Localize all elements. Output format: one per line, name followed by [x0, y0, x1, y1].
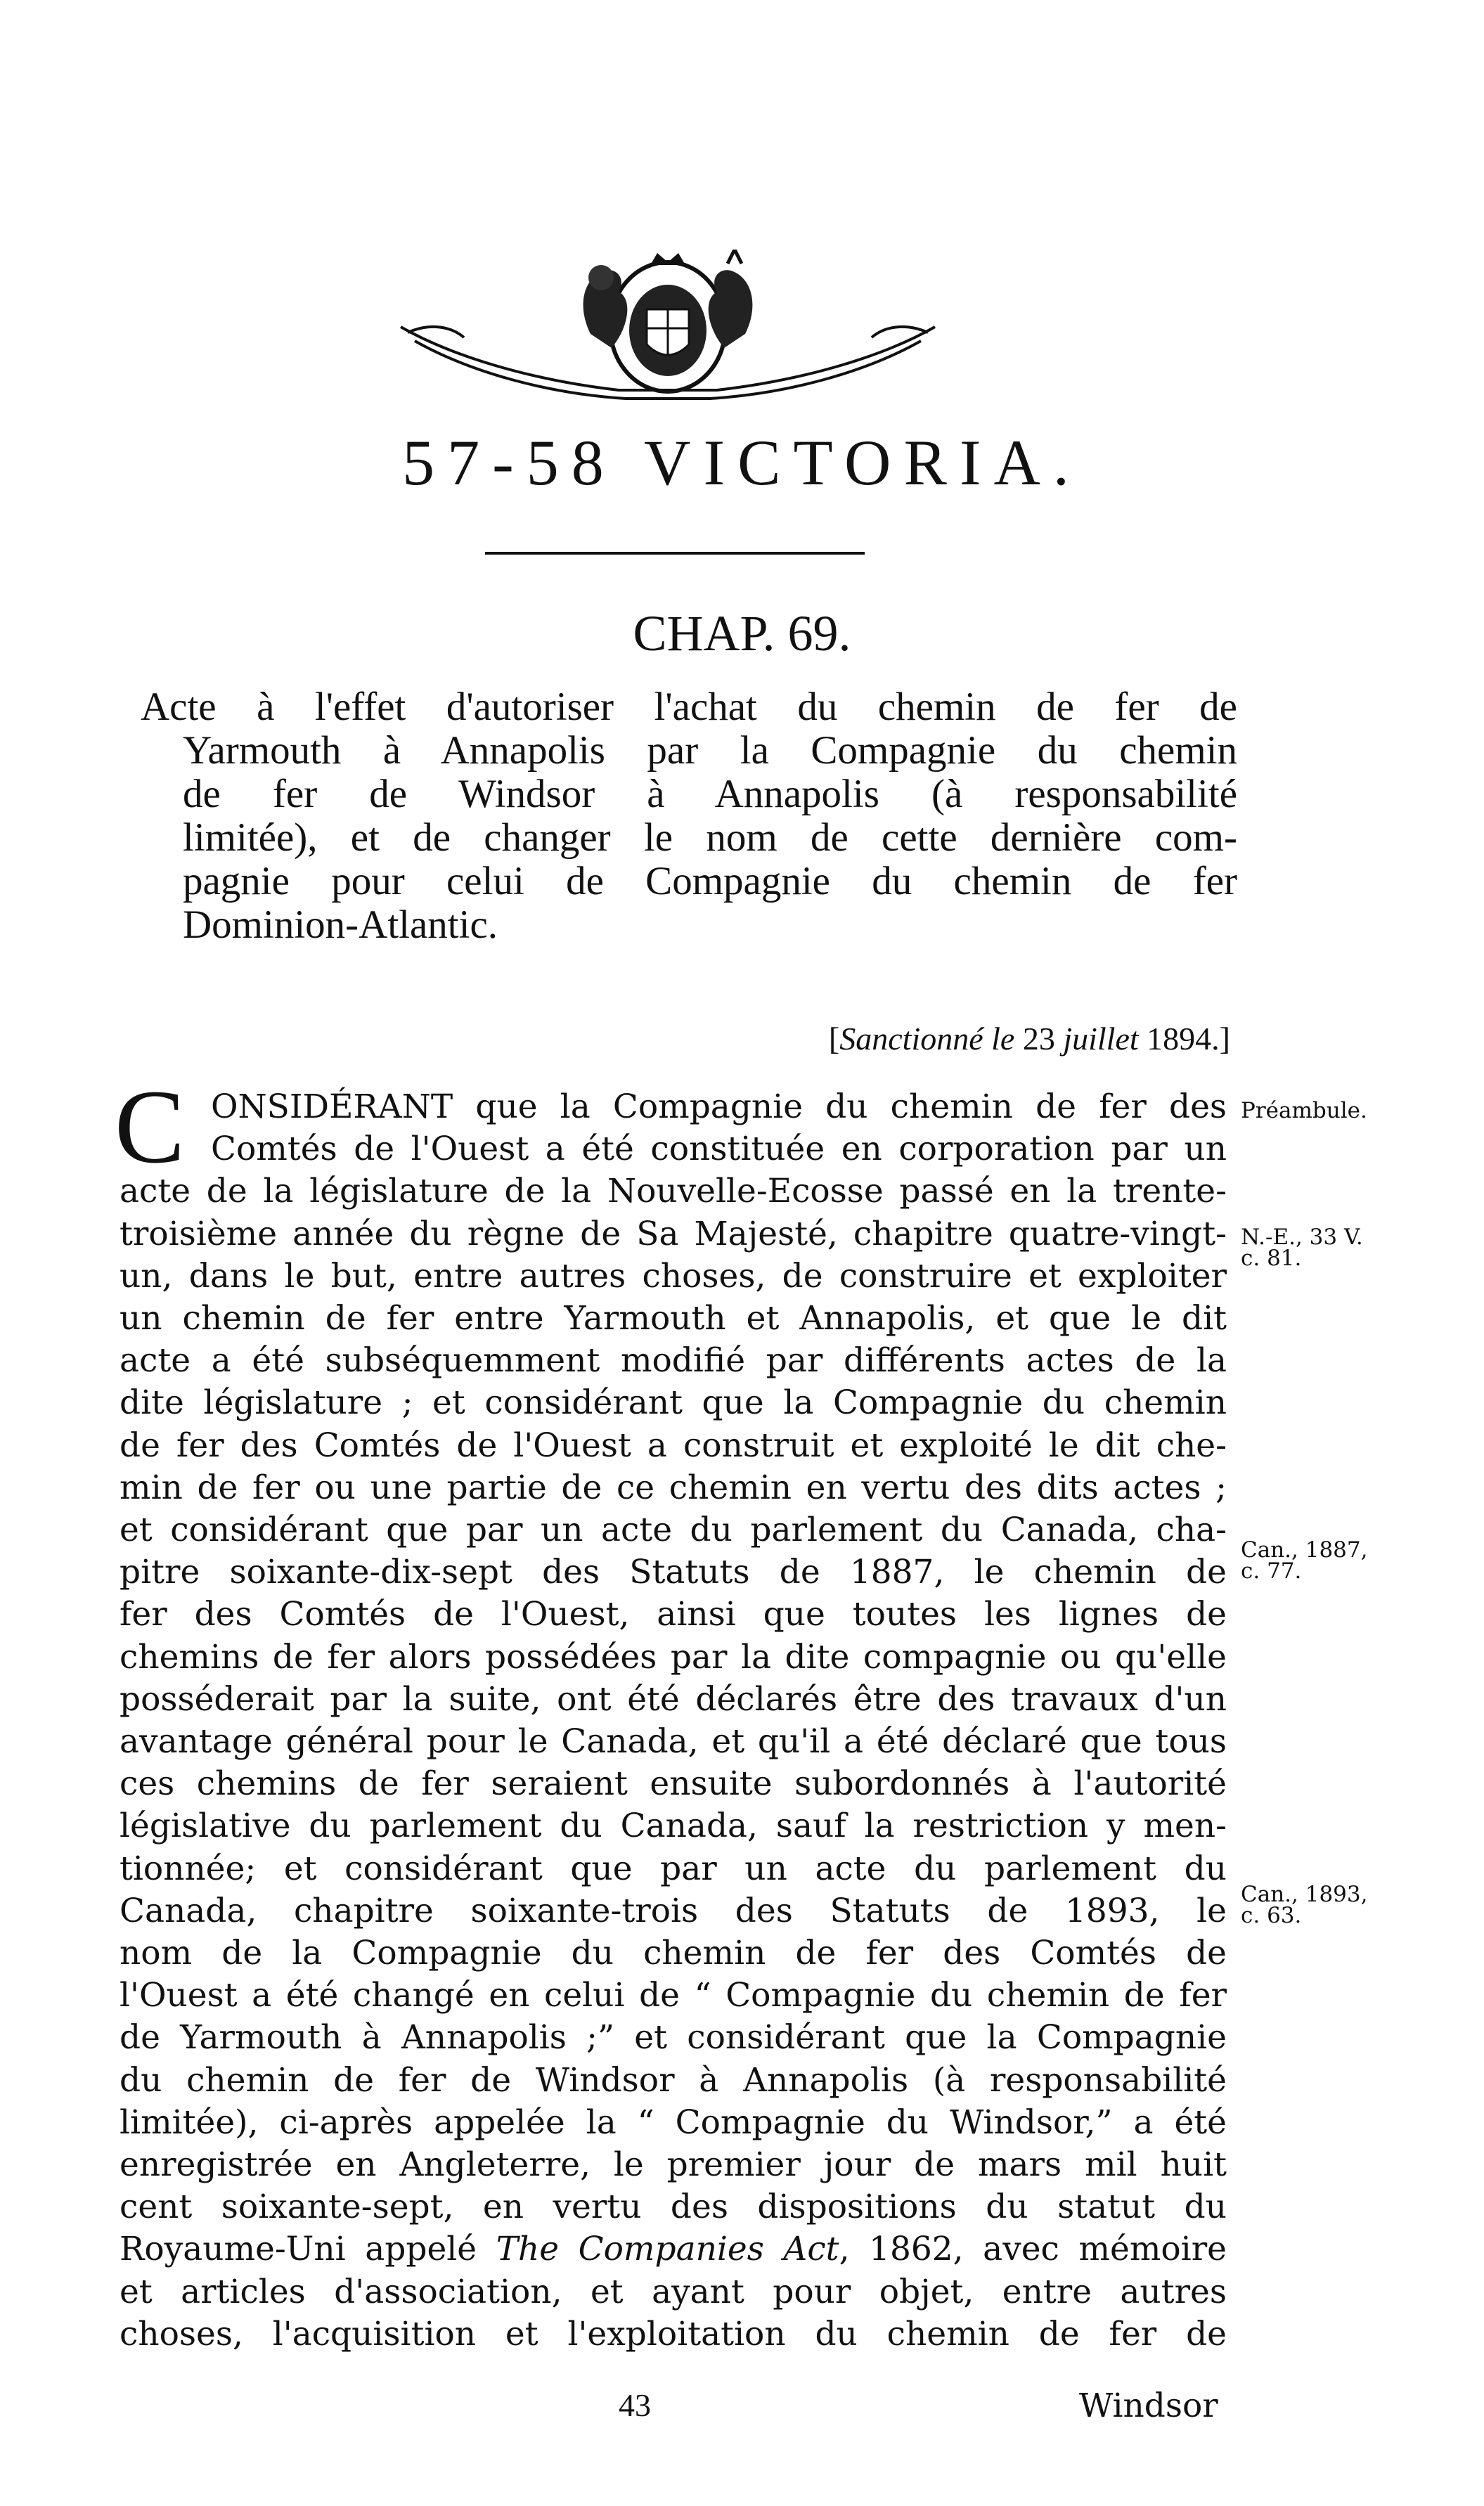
margin-note-ns-statute: N.-E., 33 V. c. 81.: [1241, 1225, 1363, 1271]
catchword: Windsor: [1079, 2386, 1218, 2425]
body-line: troisième année du règne de Sa Majesté, chapitre quatre-vingt-: [120, 1214, 1227, 1253]
act-title-line: de fer de Windsor à Annapolis (à responsabilité: [183, 772, 1237, 816]
body-line: Comtés de l'Ouest a été constituée en corporation par un: [211, 1130, 1227, 1169]
body-line: nom de la Compagnie du chemin de fer des Comtés de: [120, 1934, 1227, 1973]
body-line: et considérant que par un acte du parlement du Canada, cha-: [120, 1511, 1227, 1550]
body-line: posséderait par la suite, ont été déclarés être des travaux d'un: [120, 1679, 1227, 1719]
preamble-text: [120, 1086, 1227, 2356]
body-line: Canada, chapitre soixante-trois des Statuts de 1893, le: [120, 1891, 1227, 1930]
body-line: un, dans le but, entre autres choses, de construire et exploiter: [120, 1256, 1227, 1296]
body-line: fer des Comtés de l'Ouest, ainsi que toutes les lignes de: [120, 1595, 1227, 1634]
body-line: de fer des Comtés de l'Ouest a construit et exploité le dit che-: [120, 1426, 1227, 1465]
drop-cap: C: [115, 1068, 186, 1185]
regnal-year-title: 57-58 VICTORIA.: [402, 427, 1082, 498]
body-line: ces chemins de fer seraient ensuite subordonnés à l'autorité: [120, 1764, 1227, 1804]
act-long-title: [141, 685, 1237, 947]
margin-note-canada-1893: Can., 1893, c. 63.: [1241, 1882, 1368, 1928]
royal-coat-of-arms-icon: [387, 250, 949, 411]
body-line: de Yarmouth à Annapolis ;” et considérant que la Compagnie: [120, 2018, 1227, 2058]
assent-date: [Sanctionné le 23 juillet 1894.]: [828, 1021, 1230, 1057]
title-divider: [485, 552, 865, 555]
body-line: et articles d'association, et ayant pour objet, entre autres: [120, 2272, 1227, 2311]
body-line: chemins de fer alors possédées par la dite compagnie ou qu'elle: [120, 1637, 1227, 1677]
act-title-line: Acte à l'effet d'autoriser l'achat du chemin de fer de: [141, 685, 1237, 729]
act-title-line: Dominion-Atlantic.: [183, 903, 498, 947]
body-line: enregistrée en Angleterre, le premier jour de mars mil huit: [120, 2145, 1227, 2185]
body-line: Royaume-Uni appelé The Companies Act, 1862, avec mémoire: [120, 2230, 1227, 2269]
body-line: ONSIDÉRANT que la Compagnie du chemin de fer des: [211, 1087, 1227, 1126]
body-line: avantage général pour le Canada, et qu'il a été déclaré que tous: [120, 1722, 1227, 1762]
body-line: législative du parlement du Canada, sauf la restriction y men-: [120, 1807, 1227, 1846]
body-line: acte de la législature de la Nouvelle-Ecosse passé en la trente-: [120, 1172, 1227, 1211]
margin-note-preamble: Préambule.: [1241, 1098, 1367, 1123]
act-title-line: limitée), et de changer le nom de cette dernière com-: [183, 815, 1237, 860]
body-line: tionnée; et considérant que par un acte du parlement du: [120, 1849, 1227, 1888]
body-line: dite législature ; et considérant que la Compagnie du chemin: [120, 1383, 1227, 1423]
act-title-line: pagnie pour celui de Compagnie du chemin de fer: [183, 859, 1237, 903]
body-line: limitée), ci-après appelée la “ Compagnie du Windsor,” a été: [120, 2103, 1227, 2142]
scan-speckle: [127, 2488, 1392, 2491]
body-line: l'Ouest a été changé en celui de “ Compagnie du chemin de fer: [120, 1976, 1227, 2015]
act-title-line: Yarmouth à Annapolis par la Compagnie du chemin: [183, 728, 1237, 773]
margin-note-canada-1887: Can., 1887, c. 77.: [1241, 1537, 1368, 1584]
body-line: choses, l'acquisition et l'exploitation du chemin de fer de: [120, 2314, 1227, 2353]
body-line: un chemin de fer entre Yarmouth et Annapolis, et que le dit: [120, 1299, 1227, 1338]
body-line: min de fer ou une partie de ce chemin en vertu des dits actes ;: [120, 1468, 1227, 1507]
body-line: acte a été subséquemment modifié par différents actes de la: [120, 1341, 1227, 1381]
body-line: pitre soixante-dix-sept des Statuts de 1887, le chemin de: [120, 1553, 1227, 1592]
body-line: cent soixante-sept, en vertu des dispositions du statut du: [120, 2188, 1227, 2227]
body-line: du chemin de fer de Windsor à Annapolis (à responsabilité: [120, 2060, 1227, 2100]
chapter-heading: CHAP. 69.: [633, 605, 851, 661]
page-number: 43: [619, 2387, 651, 2423]
